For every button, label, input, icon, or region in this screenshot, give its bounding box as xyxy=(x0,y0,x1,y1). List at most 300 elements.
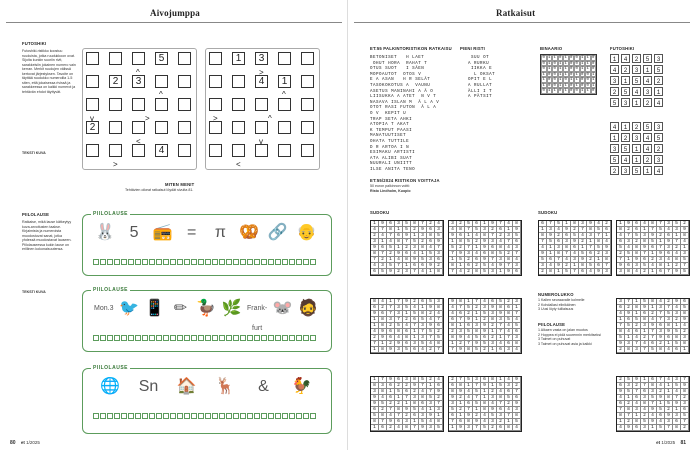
sudoku-cell: 7 xyxy=(657,377,665,383)
futoshiki2-cell[interactable] xyxy=(301,52,314,65)
sudoku-cell: 5 xyxy=(673,329,681,335)
sudoku-cell: 5 xyxy=(465,221,473,227)
sudoku-cell: 3 xyxy=(505,233,513,239)
futoshiki1-sign: v xyxy=(90,114,94,123)
sudoku-cell: 3 xyxy=(427,401,435,407)
binary-cell: 1 xyxy=(548,67,551,71)
binary-cell: 1 xyxy=(542,72,545,77)
sudoku-cell: 5 xyxy=(465,329,473,335)
sudoku-cell: 8 xyxy=(665,395,673,401)
sudoku-cell: 6 xyxy=(649,341,657,347)
sudoku-cell: 3 xyxy=(681,335,689,341)
sudoku-cell: 5 xyxy=(649,347,657,353)
sudoku-cell: 1 xyxy=(665,389,673,395)
sudoku-cell: 3 xyxy=(587,233,595,239)
sudoku-cell: 6 xyxy=(411,413,419,419)
sudoku-cell: 5 xyxy=(403,221,411,227)
futoshiki2-cell[interactable] xyxy=(209,75,222,88)
piilolause-answer-item: 1 Alkaen vasta on jalan muotos xyxy=(538,328,588,332)
futoshiki2-cell[interactable] xyxy=(209,144,222,157)
sudoku-cell: 8 xyxy=(649,383,657,389)
sudoku-cell: 7 xyxy=(403,239,411,245)
sudoku-cell: 6 xyxy=(665,335,673,341)
futoshiki2-cell[interactable] xyxy=(301,144,314,157)
sudoku-cell: 2 xyxy=(625,419,633,425)
futoshiki-sol-label: FUTOSHIKI xyxy=(610,46,635,51)
right-page xyxy=(348,0,696,450)
sudoku-cell: 9 xyxy=(387,347,395,353)
sudoku-cell: 3 xyxy=(513,263,521,269)
futoshiki2-cell[interactable] xyxy=(255,98,268,111)
futoshiki1-cell[interactable]: 3 xyxy=(132,75,145,88)
sudoku-cell: 2 xyxy=(625,305,633,311)
sudoku-cell: 1 xyxy=(497,335,505,341)
sudoku-cell: 2 xyxy=(489,389,497,395)
sudoku-cell: 3 xyxy=(435,251,443,257)
piilolause-answer-item: 3 Taimet on puhuvat xyxy=(538,337,571,341)
numero-list xyxy=(538,298,603,312)
sudoku-cell: 9 xyxy=(657,335,665,341)
sudoku-cell: 5 xyxy=(481,263,489,269)
sudoku-cell: 7 xyxy=(435,317,443,323)
sudoku-cell: 5 xyxy=(403,347,411,353)
sudoku-cell: 2 xyxy=(665,299,673,305)
futoshiki-solution-cell: 4 xyxy=(643,133,652,142)
binary-cell: 1 xyxy=(592,78,595,82)
sudoku-cell: 8 xyxy=(587,227,595,233)
sudoku-cell: 6 xyxy=(419,263,427,269)
futoshiki1-cell[interactable] xyxy=(155,98,168,111)
sudoku-cell: 8 xyxy=(395,329,403,335)
sudoku-cell: 5 xyxy=(435,335,443,341)
sudoku-cell: 4 xyxy=(395,425,403,431)
binary-cell: 1 xyxy=(581,56,584,60)
sudoku-cell: 4 xyxy=(465,389,473,395)
sudoku-cell: 9 xyxy=(673,401,681,407)
sudoku-cell: 9 xyxy=(419,227,427,233)
sudoku-cell: 4 xyxy=(673,251,681,257)
title-rule xyxy=(6,22,342,23)
futoshiki2-cell[interactable] xyxy=(209,98,222,111)
sudoku-cell: 8 xyxy=(435,305,443,311)
sudoku-cell: 4 xyxy=(457,269,465,275)
futoshiki2-cell[interactable] xyxy=(278,121,291,134)
sudoku-cell: 1 xyxy=(547,251,555,257)
sudoku-cell: 2 xyxy=(457,221,465,227)
sudoku-cell: 6 xyxy=(411,347,419,353)
sudoku-cell: 6 xyxy=(633,221,641,227)
sudoku-cell: 5 xyxy=(379,401,387,407)
sudoku-cell: 9 xyxy=(387,269,395,275)
futoshiki1-cell[interactable]: 2 xyxy=(86,121,99,134)
sudoku-cell: 3 xyxy=(489,239,497,245)
sudoku-cell: 1 xyxy=(673,407,681,413)
sudoku-cell: 6 xyxy=(403,329,411,335)
sudoku-cell: 3 xyxy=(379,263,387,269)
sudoku-cell: 6 xyxy=(681,407,689,413)
futoshiki1-cell[interactable] xyxy=(132,98,145,111)
sudoku-cell: 8 xyxy=(427,233,435,239)
sudoku-cell: 1 xyxy=(427,269,435,275)
futoshiki-solution-cell: 3 xyxy=(654,54,663,63)
sudoku-cell: 4 xyxy=(497,389,505,395)
futoshiki2-cell[interactable] xyxy=(232,98,245,111)
futoshiki1-cell[interactable] xyxy=(86,75,99,88)
sudoku-cell: 2 xyxy=(465,311,473,317)
hint-text: Tehtävien oikeat ratkaisut löydät sivulta 81. xyxy=(125,188,194,192)
sudoku-cell: 3 xyxy=(497,257,505,263)
futoshiki2-cell[interactable] xyxy=(209,52,222,65)
sudoku-cell: 4 xyxy=(427,317,435,323)
sudoku-cell: 8 xyxy=(379,347,387,353)
futoshiki2-cell[interactable]: 1 xyxy=(232,52,245,65)
binary-cell: 1 xyxy=(559,78,562,82)
sudoku-cell: 3 xyxy=(395,311,403,317)
sudoku-cell: 8 xyxy=(379,389,387,395)
futoshiki1-cell[interactable] xyxy=(178,52,191,65)
sudoku-cell: 7 xyxy=(547,221,555,227)
small-cross-solution: SUU OT A RURKU IIKKA E L OKSAT OPIT E L A RULLAT ÄLLI I T A PÄTSIT xyxy=(468,56,496,100)
sudoku-cell: 8 xyxy=(633,245,641,251)
sudoku-cell: 4 xyxy=(505,245,513,251)
futoshiki-solution-cell: 5 xyxy=(632,76,641,85)
futoshiki1-cell[interactable] xyxy=(86,144,99,157)
section-title-aivojumppa: Aivojumppa xyxy=(150,8,201,18)
futoshiki1-cell[interactable] xyxy=(109,121,122,134)
futoshiki2-cell[interactable] xyxy=(278,144,291,157)
sudoku-cell: 2 xyxy=(379,407,387,413)
sudoku-cell: 6 xyxy=(641,311,649,317)
futoshiki2-cell[interactable] xyxy=(301,75,314,88)
sudoku-cell: 2 xyxy=(505,401,513,407)
binary-cell: 0 xyxy=(542,61,545,66)
futoshiki-solution-cell: 2 xyxy=(632,122,641,131)
futoshiki2-cell[interactable]: 4 xyxy=(255,75,268,88)
futoshiki1-sign: < xyxy=(136,137,141,146)
answer-boxes[interactable] xyxy=(93,413,316,419)
sudoku-cell: 4 xyxy=(395,257,403,263)
rebus-picture: 📻 xyxy=(152,224,173,241)
sudoku-cell: 7 xyxy=(657,221,665,227)
sudoku-cell: 6 xyxy=(489,245,497,251)
sudoku-cell: 3 xyxy=(657,305,665,311)
sudoku-cell: 9 xyxy=(603,245,611,251)
futoshiki1-cell[interactable] xyxy=(86,52,99,65)
sudoku-cell: 5 xyxy=(681,305,689,311)
sudoku-cell: 1 xyxy=(371,317,379,323)
sudoku-cell: 4 xyxy=(649,413,657,419)
sudoku-cell: 3 xyxy=(603,269,611,275)
sudoku-cell: 7 xyxy=(579,227,587,233)
sudoku-cell: 7 xyxy=(387,407,395,413)
small-cross-label: PIENI RISTI xyxy=(460,46,486,51)
sudoku-cell: 1 xyxy=(625,335,633,341)
sudoku-cell: 3 xyxy=(497,413,505,419)
sudoku-cell: 2 xyxy=(579,239,587,245)
sudoku-cell: 2 xyxy=(633,323,641,329)
futoshiki-solution-cell: 3 xyxy=(621,166,630,175)
sudoku-cell: 9 xyxy=(395,251,403,257)
numero-item: 3 Uusi löyty tulliaisuus xyxy=(538,307,574,311)
sudoku-cell: 2 xyxy=(371,233,379,239)
sudoku-cell: 1 xyxy=(673,323,681,329)
futoshiki1-cell[interactable] xyxy=(155,121,168,134)
sudoku-cell: 4 xyxy=(649,263,657,269)
right-issue: 1/2025 xyxy=(661,440,676,445)
futoshiki-solution-cell: 3 xyxy=(632,65,641,74)
sudoku-cell: 6 xyxy=(633,395,641,401)
sudoku-cell: 4 xyxy=(427,245,435,251)
sudoku-cell: 6 xyxy=(481,335,489,341)
sudoku-cell: 4 xyxy=(539,245,547,251)
sudoku-cell: 1 xyxy=(411,335,419,341)
binary-cell: 0 xyxy=(570,72,573,77)
sudoku-cell: 6 xyxy=(641,389,649,395)
sudoku-solution-grid xyxy=(448,376,522,432)
sudoku-cell: 3 xyxy=(449,401,457,407)
left-issue: 1/2025 xyxy=(26,440,40,445)
sudoku-cell: 3 xyxy=(513,407,521,413)
hint-title: MITEN MENIT xyxy=(165,182,195,187)
sudoku-cell: 1 xyxy=(681,245,689,251)
sudoku-cell: 2 xyxy=(465,257,473,263)
sudoku-cell: 7 xyxy=(513,251,521,257)
sudoku-cell: 9 xyxy=(435,239,443,245)
futoshiki-solution-cell: 5 xyxy=(621,144,630,153)
sudoku-cell: 6 xyxy=(403,251,411,257)
sudoku-cell: 9 xyxy=(673,269,681,275)
sudoku-cell: 2 xyxy=(387,323,395,329)
futoshiki-solution-cell: 4 xyxy=(621,155,630,164)
sudoku-cell: 6 xyxy=(497,227,505,233)
sudoku-cell: 6 xyxy=(379,245,387,251)
sudoku-cell: 7 xyxy=(497,221,505,227)
futoshiki1-cell[interactable]: 2 xyxy=(109,75,122,88)
futoshiki2-cell[interactable]: 3 xyxy=(255,52,268,65)
sudoku-cell: 8 xyxy=(595,239,603,245)
sudoku-cell: 5 xyxy=(673,383,681,389)
sudoku-cell: 5 xyxy=(555,221,563,227)
futoshiki2-cell[interactable] xyxy=(278,52,291,65)
sudoku-cell: 4 xyxy=(481,419,489,425)
sudoku-cell: 7 xyxy=(473,425,481,431)
sudoku-cell: 1 xyxy=(633,413,641,419)
sudoku-cell: 1 xyxy=(625,395,633,401)
sudoku-cell: 3 xyxy=(513,335,521,341)
piilolause-panel-3 xyxy=(82,365,332,434)
left-footer xyxy=(10,440,40,446)
sudoku-cell: 6 xyxy=(427,239,435,245)
sudoku-cell: 4 xyxy=(617,395,625,401)
futoshiki1-cell[interactable] xyxy=(178,144,191,157)
sudoku-cell: 6 xyxy=(419,401,427,407)
sudoku-label-1: SUDOKU xyxy=(370,210,390,215)
sudoku-cell: 8 xyxy=(555,251,563,257)
futoshiki2-cell[interactable] xyxy=(301,121,314,134)
sudoku-cell: 1 xyxy=(547,245,555,251)
sudoku-cell: 4 xyxy=(427,341,435,347)
sudoku-cell: 8 xyxy=(497,245,505,251)
sudoku-cell: 1 xyxy=(473,407,481,413)
futoshiki1-cell[interactable] xyxy=(109,52,122,65)
sudoku-cell: 9 xyxy=(489,407,497,413)
rebus-picture: 🐦 xyxy=(119,300,140,317)
sudoku-cell: 3 xyxy=(497,317,505,323)
sudoku-cell: 4 xyxy=(419,389,427,395)
futoshiki2-sign: v xyxy=(259,137,263,146)
futoshiki1-cell[interactable] xyxy=(109,98,122,111)
winner-name: Risto Lindholm, Kuopio xyxy=(370,189,411,193)
sudoku-cell: 7 xyxy=(673,239,681,245)
sudoku-cell: 1 xyxy=(371,221,379,227)
binary-cell: 1 xyxy=(548,61,551,66)
sudoku-cell: 2 xyxy=(371,335,379,341)
sudoku-cell: 1 xyxy=(411,329,419,335)
sudoku-cell: 2 xyxy=(435,329,443,335)
binary-cell: 0 xyxy=(575,56,578,60)
binary-cell: 0 xyxy=(575,89,578,93)
sudoku-cell: 4 xyxy=(505,377,513,383)
binary-cell: 0 xyxy=(542,67,545,71)
sudoku-cell: 9 xyxy=(489,305,497,311)
sudoku-cell: 6 xyxy=(505,389,513,395)
sudoku-cell: 8 xyxy=(673,257,681,263)
futoshiki1-cell[interactable] xyxy=(178,75,191,88)
futoshiki2-cell[interactable] xyxy=(232,75,245,88)
sudoku-cell: 1 xyxy=(587,239,595,245)
sudoku-cell: 4 xyxy=(481,413,489,419)
sudoku-cell: 5 xyxy=(435,233,443,239)
sudoku-cell: 9 xyxy=(681,227,689,233)
sudoku-cell: 6 xyxy=(403,389,411,395)
sudoku-cell: 3 xyxy=(473,377,481,383)
sudoku-cell: 3 xyxy=(547,227,555,233)
futoshiki-grid-1 xyxy=(86,52,194,168)
sudoku-cell: 9 xyxy=(473,341,481,347)
binary-cell: 0 xyxy=(553,78,556,82)
sudoku-cell: 2 xyxy=(387,251,395,257)
sudoku-cell: 7 xyxy=(427,389,435,395)
futoshiki1-cell[interactable]: 5 xyxy=(155,52,168,65)
sudoku-cell: 3 xyxy=(505,347,513,353)
futoshiki-solution-cell: 2 xyxy=(643,98,652,107)
sudoku-cell: 4 xyxy=(633,269,641,275)
answer-boxes[interactable] xyxy=(93,259,316,265)
futoshiki1-cell[interactable] xyxy=(178,98,191,111)
sudoku-cell: 6 xyxy=(395,377,403,383)
sudoku-cell: 9 xyxy=(481,245,489,251)
sudoku-cell: 2 xyxy=(571,227,579,233)
sudoku-cell: 7 xyxy=(505,413,513,419)
sudoku-cell: 6 xyxy=(387,221,395,227)
sudoku-cell: 1 xyxy=(449,425,457,431)
futoshiki2-cell[interactable]: 1 xyxy=(278,75,291,88)
sudoku-cell: 4 xyxy=(641,341,649,347)
sudoku-cell: 4 xyxy=(435,221,443,227)
sudoku-cell: 7 xyxy=(473,395,481,401)
futoshiki1-cell[interactable] xyxy=(86,98,99,111)
sudoku-cell: 1 xyxy=(473,317,481,323)
futoshiki1-cell[interactable] xyxy=(155,75,168,88)
sudoku-cell: 3 xyxy=(657,329,665,335)
futoshiki1-cell[interactable] xyxy=(109,144,122,157)
sudoku-cell: 8 xyxy=(395,407,403,413)
sudoku-cell: 2 xyxy=(603,221,611,227)
sudoku-cell: 6 xyxy=(403,341,411,347)
sudoku-cell: 5 xyxy=(449,245,457,251)
futoshiki1-cell[interactable] xyxy=(132,52,145,65)
rebus-picture: 🔗 xyxy=(267,224,288,241)
sudoku-cell: 1 xyxy=(371,323,379,329)
sudoku-cell: 3 xyxy=(411,245,419,251)
answer-boxes[interactable] xyxy=(93,335,316,341)
sudoku-cell: 3 xyxy=(641,425,649,431)
sudoku-cell: 6 xyxy=(649,377,657,383)
binary-cell: 1 xyxy=(570,78,573,82)
sudoku-cell: 9 xyxy=(481,383,489,389)
futoshiki1-cell[interactable] xyxy=(132,121,145,134)
sudoku-cell: 4 xyxy=(489,263,497,269)
futoshiki-text: Futoshiki-ristikko koostuu ruuduista, jotka ruudukkoon ovat. Sijoita kunkin suoriin rivit, sarakkeisiin jokainen numero vain kerran. Merkit ruudujen välissä kertovat järjestyksen. Tavoite on täyttää ruudukko numeroilla 1-5 siten, että jokaisessa rivissä ja sarakkeessa on kaikki numerot ja tehtävän ehdot täyttyvät. xyxy=(22,49,76,94)
futoshiki-solution-cell: 2 xyxy=(654,144,663,153)
sudoku-cell: 1 xyxy=(465,299,473,305)
sudoku-cell: 3 xyxy=(617,299,625,305)
word-puzzle-label: ET:55 PALKINTORISTIKON RATKAISU xyxy=(370,46,452,51)
sudoku-cell: 7 xyxy=(505,239,513,245)
sudoku-cell: 8 xyxy=(465,347,473,353)
sudoku-cell: 7 xyxy=(449,347,457,353)
futoshiki1-cell[interactable] xyxy=(178,121,191,134)
futoshiki2-cell[interactable] xyxy=(255,121,268,134)
sudoku-cell: 2 xyxy=(657,341,665,347)
sudoku-cell: 2 xyxy=(489,425,497,431)
futoshiki1-cell[interactable]: 4 xyxy=(155,144,168,157)
sudoku-cell: 1 xyxy=(473,245,481,251)
futoshiki2-cell[interactable] xyxy=(301,98,314,111)
sudoku-cell: 1 xyxy=(411,233,419,239)
binary-cell: 0 xyxy=(570,83,573,88)
sudoku-cell: 3 xyxy=(489,419,497,425)
futoshiki2-cell[interactable] xyxy=(232,144,245,157)
sudoku-cell: 4 xyxy=(547,263,555,269)
sudoku-cell: 3 xyxy=(395,221,403,227)
section-title-ratkaisut: Ratkaisut xyxy=(496,8,536,18)
sudoku-cell: 8 xyxy=(449,323,457,329)
futoshiki2-cell[interactable] xyxy=(278,98,291,111)
futoshiki2-cell[interactable] xyxy=(232,121,245,134)
sudoku-cell: 4 xyxy=(641,407,649,413)
sudoku-cell: 4 xyxy=(379,299,387,305)
sudoku-cell: 1 xyxy=(371,425,379,431)
right-magazine: et xyxy=(656,440,661,445)
sudoku-cell: 8 xyxy=(641,401,649,407)
sudoku-cell: 8 xyxy=(633,305,641,311)
sudoku-cell: 6 xyxy=(395,419,403,425)
binary-cell: 1 xyxy=(564,56,567,60)
sudoku-solution-grid xyxy=(448,220,522,276)
sudoku-cell: 6 xyxy=(513,329,521,335)
sudoku-cell: 2 xyxy=(649,311,657,317)
sudoku-cell: 7 xyxy=(457,305,465,311)
sudoku-cell: 8 xyxy=(481,401,489,407)
sudoku-cell: 1 xyxy=(555,269,563,275)
sudoku-cell: 9 xyxy=(395,341,403,347)
sudoku-cell: 5 xyxy=(497,383,505,389)
futoshiki-solution-cell: 2 xyxy=(643,155,652,164)
sudoku-cell: 3 xyxy=(419,233,427,239)
sudoku-cell: 9 xyxy=(403,233,411,239)
sudoku-cell: 7 xyxy=(395,263,403,269)
